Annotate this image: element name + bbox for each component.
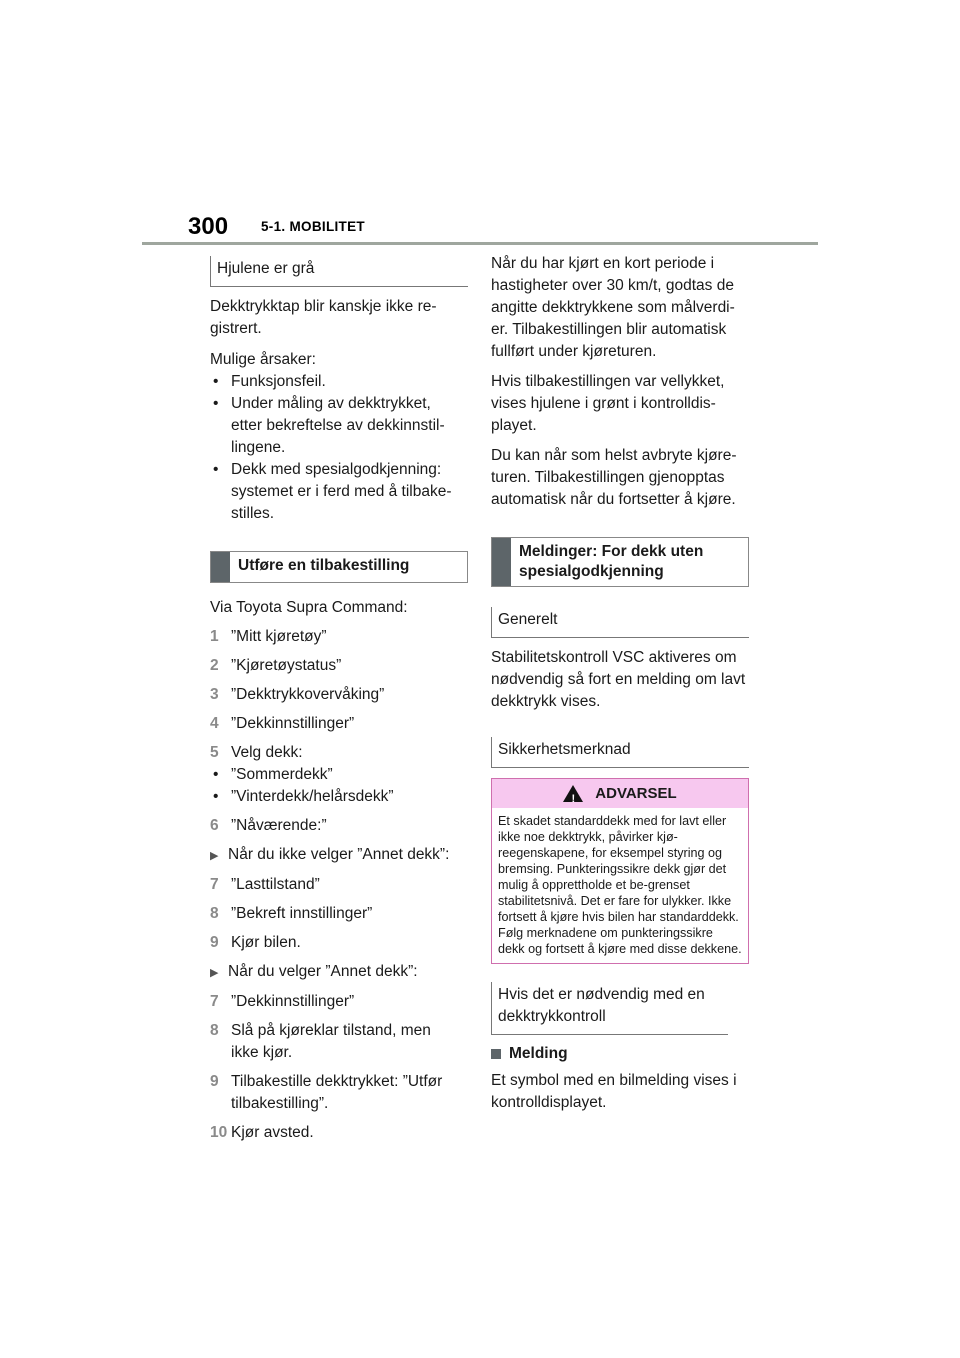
arrow-icon: ▶ bbox=[210, 850, 219, 862]
paragraph-reset-accept: Når du har kjørt en kort periode i hastigheter over 30 km/t, godtas de angitte dekktrykkene som målverdi-er. Tilbakestillingen blir automatisk fullført under kjøreturen. bbox=[491, 255, 735, 360]
list-item: • ”Sommerdekk” bbox=[213, 766, 333, 783]
box-bar bbox=[211, 552, 230, 582]
step-item: 10 Kjør avsted. bbox=[210, 1124, 314, 1141]
square-bullet-icon bbox=[491, 1049, 501, 1059]
paragraph-not-registered: Dekktrykktap blir kanskje ikke re-gistrert. bbox=[210, 298, 437, 337]
via-text: Via Toyota Supra Command: bbox=[210, 599, 408, 616]
list-item: • ”Vinterdekk/helårsdekk” bbox=[213, 788, 394, 805]
warning-header bbox=[492, 779, 748, 808]
subheading-pressure-check: Hvis det er nødvendig med en dekktrykkontroll bbox=[491, 982, 728, 1035]
step-item: 3 ”Dekktrykkovervåking” bbox=[210, 686, 385, 703]
list-item: • Dekk med spesialgodkjenning: systemet er i ferd med å tilbake-stilles. bbox=[210, 459, 468, 525]
step-item: 6 ”Nåværende:” bbox=[210, 817, 327, 834]
warning-text: Et skadet standarddekk med for lavt eller ikke noe dekktrykk, påvirker kjø-reegenskapene, for eksempel styring og bremsing. Punkteringssikre dekk gjør det mulig å opprettholde et be-grenset stabilitetsnivå. Det er fare for ulykker. Ikke fortsett å kjøre hvis bilen har standarddekk. Følg merknadene om punkteringssikre dekk og fortsett å kjøre med disse dekkene. bbox=[498, 814, 742, 956]
box-title: Meldinger: For dekk uten spesialgodkjenning bbox=[519, 543, 704, 580]
step-item: 5 Velg dekk: bbox=[210, 744, 303, 761]
branch-other: ▶ Når du velger ”Annet dekk”: bbox=[210, 961, 468, 984]
step-item: 7 ”Lasttilstand” bbox=[210, 876, 320, 893]
step-item: 7 ”Dekkinnstillinger” bbox=[210, 993, 355, 1010]
paragraph-abort: Du kan når som helst avbryte kjøre-turen. Tilbakestillingen gjenopptas automatisk når du fortsetter å kjøre. bbox=[491, 447, 737, 508]
step-item: 8 ”Bekreft innstillinger” bbox=[210, 905, 373, 922]
header-divider bbox=[142, 242, 818, 245]
step-item: 4 ”Dekkinnstillinger” bbox=[210, 715, 355, 732]
list-item: • Under måling av dekktrykket, etter bekreftelse av dekkinnstil-lingene. bbox=[210, 393, 468, 459]
arrow-icon: ▶ bbox=[210, 967, 219, 979]
section-box-reset bbox=[210, 551, 468, 583]
warning-triangle-icon: ! bbox=[563, 785, 583, 802]
box-bar bbox=[492, 538, 511, 586]
step-item: 1 ”Mitt kjøretøy” bbox=[210, 628, 327, 645]
cause-text: Dekk med spesialgodkjenning: systemet er i ferd med å tilbake-stilles. bbox=[231, 461, 452, 522]
step-item: 8 Slå på kjøreklar tilstand, men ikke kjør. bbox=[210, 1022, 431, 1061]
warning-box bbox=[491, 778, 749, 964]
branch-not-other: ▶ Når du ikke velger ”Annet dekk”: bbox=[210, 844, 468, 867]
paragraph-reset-success: Hvis tilbakestillingen var vellykket, vises hjulene i grønt i kontrolldis-playet. bbox=[491, 373, 725, 434]
subheading-general: Generelt bbox=[491, 607, 749, 638]
section-box-messages bbox=[491, 537, 749, 587]
right-column bbox=[491, 253, 749, 1114]
paragraph-vsc: Stabilitetskontroll VSC aktiveres om nødvendig så fort en melding om lavt dekktrykk vises. bbox=[491, 649, 746, 710]
page-number: 300 bbox=[188, 213, 229, 240]
step-item: 9 Kjør bilen. bbox=[210, 934, 301, 951]
warning-title: ADVARSEL bbox=[595, 784, 677, 802]
step-item: 9 Tilbakestille dekktrykket: ”Utfør tilbakestilling”. bbox=[210, 1073, 443, 1112]
cause-text: Funksjonsfeil. bbox=[231, 373, 326, 390]
melding-heading bbox=[491, 1043, 749, 1065]
step-item: 2 ”Kjøretøystatus” bbox=[210, 657, 342, 674]
cause-text: Under måling av dekktrykket, etter bekreftelse av dekkinnstil-lingene. bbox=[231, 395, 445, 456]
paragraph-symbol: Et symbol med en bilmelding vises i kontrolldisplayet. bbox=[491, 1072, 737, 1111]
left-column bbox=[210, 256, 468, 1151]
possible-causes-label: Mulige årsaker: bbox=[210, 351, 316, 368]
section-title: 5-1. MOBILITET bbox=[261, 219, 365, 234]
list-item: • Funksjonsfeil. bbox=[210, 371, 468, 393]
subheading-safety: Sikkerhetsmerknad bbox=[491, 737, 749, 768]
melding-label: Melding bbox=[509, 1045, 568, 1062]
subheading-wheels-grey: Hjulene er grå bbox=[210, 256, 468, 287]
box-title: Utføre en tilbakestilling bbox=[238, 557, 410, 574]
